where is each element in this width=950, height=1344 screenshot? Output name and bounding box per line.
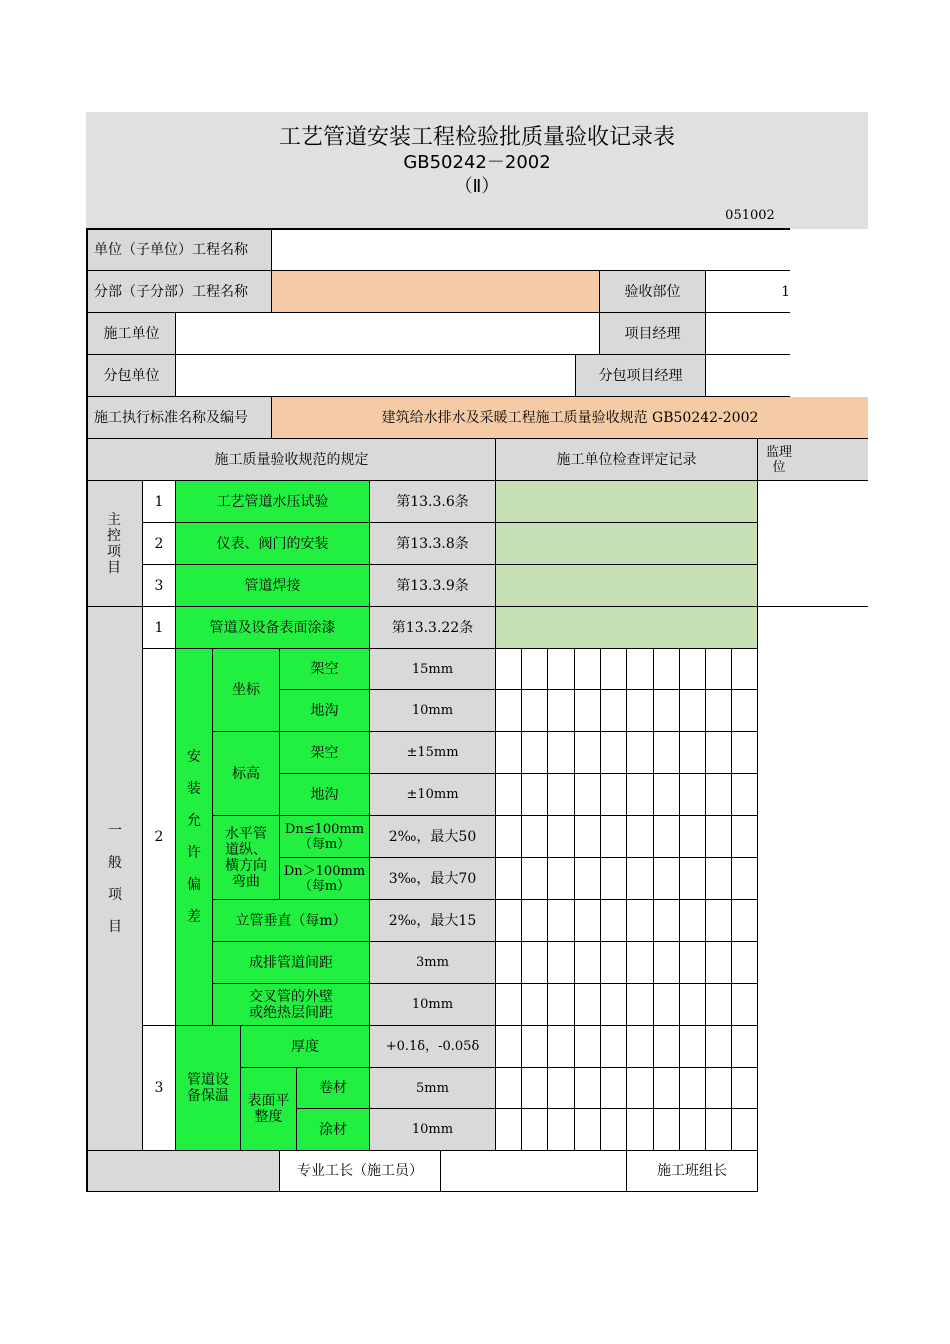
coord-overhead-label: 架空 (280, 649, 370, 690)
measure-cell[interactable] (654, 900, 680, 942)
measure-cell[interactable] (732, 732, 758, 774)
thickness-label: 厚度 (241, 1026, 370, 1068)
bend-label: 水平管 道纵、 横方向 弯曲 (213, 816, 280, 900)
measure-cell[interactable] (496, 942, 522, 984)
measure-cell[interactable] (601, 858, 627, 900)
foreman-label: 专业工长（施工员） (280, 1151, 441, 1192)
measure-cell[interactable] (706, 732, 732, 774)
main-supervisor-cell[interactable] (758, 481, 868, 607)
spacing-value: 3mm (370, 942, 496, 984)
measure-cell[interactable] (654, 774, 680, 816)
measure-cell[interactable] (496, 1068, 522, 1109)
measure-cell[interactable] (601, 1109, 627, 1151)
measure-cell[interactable] (706, 690, 732, 732)
unit-project-label: 单位（子单位）工程名称 (88, 230, 272, 271)
elevation-label: 标高 (213, 732, 280, 816)
measure-cell[interactable] (522, 1026, 548, 1068)
unit-project-value[interactable] (272, 230, 790, 271)
flatness-label: 表面平 整度 (241, 1068, 297, 1151)
general-item-2-no: 2 (143, 649, 176, 1026)
measure-cell[interactable] (601, 816, 627, 858)
coord-overhead-value: 15mm (370, 649, 496, 690)
main-control-label: 主 控 项 目 (88, 481, 143, 607)
sub-project-label: 分部（子分部）工程名称 (88, 271, 272, 313)
main-item-2-record[interactable] (496, 523, 758, 565)
standard-value: 建筑给水排水及采暖工程施工质量验收规范 GB50242-2002 (272, 397, 868, 439)
roll-value: 5mm (370, 1068, 496, 1109)
measure-cell[interactable] (496, 1026, 522, 1068)
measure-cell[interactable] (496, 900, 522, 942)
measure-cell[interactable] (522, 690, 548, 732)
measure-cell[interactable] (654, 1109, 680, 1151)
main-item-3-record[interactable] (496, 565, 758, 607)
measure-cell[interactable] (654, 690, 680, 732)
elev-overhead-value: ±15mm (370, 732, 496, 774)
measure-cell[interactable] (654, 1068, 680, 1109)
measure-cell[interactable] (601, 1026, 627, 1068)
measure-cell[interactable] (575, 1026, 601, 1068)
general-item-1-name: 管道及设备表面涂漆 (176, 607, 370, 649)
measure-cell[interactable] (627, 690, 654, 732)
coord-trench-label: 地沟 (280, 690, 370, 732)
measure-cell[interactable] (601, 774, 627, 816)
acceptance-part-label: 验收部位 (600, 271, 706, 313)
measure-cell[interactable] (575, 732, 601, 774)
coord-trench-value: 10mm (370, 690, 496, 732)
general-item-1-no: 1 (143, 607, 176, 649)
elev-trench-label: 地沟 (280, 774, 370, 816)
coat-label: 涂材 (297, 1109, 370, 1151)
measure-cell[interactable] (548, 1109, 575, 1151)
measure-cell[interactable] (627, 649, 654, 690)
measure-cell[interactable] (575, 1109, 601, 1151)
elev-overhead-label: 架空 (280, 732, 370, 774)
measure-cell[interactable] (706, 774, 732, 816)
measure-cell[interactable] (732, 900, 758, 942)
measure-cell[interactable] (627, 1068, 654, 1109)
measure-cell[interactable] (732, 1026, 758, 1068)
measure-cell[interactable] (548, 1026, 575, 1068)
measure-cell[interactable] (548, 1068, 575, 1109)
dn-small-value: 2‰，最大50 (370, 816, 496, 858)
measure-cell[interactable] (680, 1026, 706, 1068)
measure-cell[interactable] (575, 900, 601, 942)
measure-cell[interactable] (680, 1109, 706, 1151)
measure-cell[interactable] (680, 858, 706, 900)
measure-cell[interactable] (627, 900, 654, 942)
form-code: 051002 (725, 208, 775, 223)
measure-cell[interactable] (732, 649, 758, 690)
measure-cell[interactable] (522, 984, 548, 1026)
measure-cell[interactable] (680, 774, 706, 816)
measure-cell[interactable] (654, 1026, 680, 1068)
measure-cell[interactable] (601, 984, 627, 1026)
subcontractor-label: 分包单位 (88, 355, 176, 397)
measure-cell[interactable] (680, 732, 706, 774)
measure-cell[interactable] (575, 858, 601, 900)
measure-cell[interactable] (522, 900, 548, 942)
measure-cell[interactable] (601, 732, 627, 774)
measure-cell[interactable] (706, 1109, 732, 1151)
measure-cell[interactable] (496, 858, 522, 900)
measure-cell[interactable] (654, 732, 680, 774)
measure-cell[interactable] (522, 732, 548, 774)
supervisor-header: 监理 位 (758, 439, 868, 481)
dn-small-label: Dn≤100mm （每m） (280, 816, 370, 858)
footer-blank (88, 1151, 280, 1192)
coord-label: 坐标 (213, 649, 280, 732)
measure-cell[interactable] (732, 942, 758, 984)
measure-cell[interactable] (706, 816, 732, 858)
main-item-2-name: 仪表、阀门的安装 (176, 523, 370, 565)
sub-project-value[interactable] (272, 271, 600, 313)
project-manager-value[interactable] (706, 313, 790, 355)
measure-cell[interactable] (732, 1109, 758, 1151)
measure-cell[interactable] (680, 649, 706, 690)
measure-cell[interactable] (627, 774, 654, 816)
dn-large-value: 3‰，最大70 (370, 858, 496, 900)
measure-cell[interactable] (732, 816, 758, 858)
measure-cell[interactable] (522, 816, 548, 858)
measure-cell[interactable] (496, 774, 522, 816)
main-item-1-no: 1 (143, 481, 176, 523)
measure-cell[interactable] (732, 984, 758, 1026)
measure-cell[interactable] (575, 690, 601, 732)
dn-large-label: Dn＞100mm （每m） (280, 858, 370, 900)
main-item-3-clause: 第13.3.9条 (370, 565, 496, 607)
insulation-label: 管道设 备保温 (176, 1026, 241, 1151)
measure-cell[interactable] (627, 942, 654, 984)
measure-cell[interactable] (522, 774, 548, 816)
measure-cell[interactable] (706, 984, 732, 1026)
measure-cell[interactable] (706, 1026, 732, 1068)
measure-cell[interactable] (680, 900, 706, 942)
measure-cell[interactable] (601, 649, 627, 690)
spec-header: 施工质量验收规范的规定 (88, 439, 496, 481)
measure-cell[interactable] (732, 690, 758, 732)
acceptance-part-value[interactable]: 1 (706, 271, 790, 313)
measure-cell[interactable] (654, 816, 680, 858)
spacing-label: 成排管道间距 (213, 942, 370, 984)
measure-cell[interactable] (706, 900, 732, 942)
measure-cell[interactable] (627, 1109, 654, 1151)
measure-cell[interactable] (680, 1068, 706, 1109)
measure-cell[interactable] (601, 1068, 627, 1109)
measure-cell[interactable] (548, 900, 575, 942)
measure-cell[interactable] (680, 984, 706, 1026)
general-item-1-clause: 第13.3.22条 (370, 607, 496, 649)
sub-project-manager-value[interactable] (706, 355, 790, 397)
measure-cell[interactable] (627, 858, 654, 900)
form-title: 工艺管道安装工程检验批质量验收记录表 (278, 125, 675, 150)
measure-cell[interactable] (496, 649, 522, 690)
record-header: 施工单位检查评定记录 (496, 439, 758, 481)
measure-cell[interactable] (522, 858, 548, 900)
main-item-1-record[interactable] (496, 481, 758, 523)
main-item-3-name: 管道焊接 (176, 565, 370, 607)
general-supervisor-cell[interactable] (758, 607, 868, 1151)
contractor-label: 施工单位 (88, 313, 176, 355)
form-standard: GB50242－2002 (403, 152, 551, 173)
measure-cell[interactable] (575, 816, 601, 858)
install-deviation-label: 安 装 允 许 偏 差 (176, 649, 213, 1026)
subcontractor-value[interactable] (176, 355, 576, 397)
measure-cell[interactable] (548, 774, 575, 816)
measure-cell[interactable] (548, 732, 575, 774)
measure-cell[interactable] (548, 942, 575, 984)
general-item-1-record[interactable] (496, 607, 758, 649)
vertical-value: 2‰，最大15 (370, 900, 496, 942)
measure-cell[interactable] (732, 774, 758, 816)
standard-label: 施工执行标准名称及编号 (88, 397, 272, 439)
measure-cell[interactable] (548, 649, 575, 690)
coat-value: 10mm (370, 1109, 496, 1151)
measure-cell[interactable] (522, 649, 548, 690)
measure-cell[interactable] (706, 942, 732, 984)
thickness-value: +0.1δ，-0.05δ (370, 1026, 496, 1068)
general-label: 一 般 项 目 (88, 607, 143, 1151)
measure-cell[interactable] (575, 984, 601, 1026)
measure-cell[interactable] (548, 984, 575, 1026)
measure-cell[interactable] (732, 1068, 758, 1109)
measure-cell[interactable] (548, 690, 575, 732)
measure-cell[interactable] (601, 900, 627, 942)
roll-label: 卷材 (297, 1068, 370, 1109)
team-leader-value[interactable] (758, 1151, 790, 1192)
measure-cell[interactable] (627, 816, 654, 858)
project-manager-label: 项目经理 (600, 313, 706, 355)
measure-cell[interactable] (522, 1109, 548, 1151)
measure-cell[interactable] (548, 858, 575, 900)
measure-cell[interactable] (627, 1026, 654, 1068)
foreman-value[interactable] (441, 1151, 627, 1192)
cross-label: 交叉管的外壁 或绝热层间距 (213, 984, 370, 1026)
measure-cell[interactable] (601, 942, 627, 984)
measure-cell[interactable] (654, 649, 680, 690)
measure-cell[interactable] (654, 984, 680, 1026)
measure-cell[interactable] (496, 1109, 522, 1151)
measure-cell[interactable] (496, 690, 522, 732)
main-item-1-name: 工艺管道水压试验 (176, 481, 370, 523)
measure-cell[interactable] (680, 690, 706, 732)
form-part: （Ⅱ） (454, 176, 500, 197)
measure-cell[interactable] (522, 1068, 548, 1109)
measure-cell[interactable] (627, 984, 654, 1026)
measure-cell[interactable] (575, 942, 601, 984)
measure-cell[interactable] (680, 816, 706, 858)
measure-cell[interactable] (548, 816, 575, 858)
main-item-2-no: 2 (143, 523, 176, 565)
measure-cell[interactable] (732, 858, 758, 900)
measure-cell[interactable] (706, 858, 732, 900)
measure-cell[interactable] (575, 774, 601, 816)
vertical-label: 立管垂直（每m） (213, 900, 370, 942)
measure-cell[interactable] (496, 984, 522, 1026)
sub-project-manager-label: 分包项目经理 (576, 355, 706, 397)
measure-cell[interactable] (706, 1068, 732, 1109)
measure-cell[interactable] (627, 732, 654, 774)
measure-cell[interactable] (575, 649, 601, 690)
measure-cell[interactable] (522, 942, 548, 984)
measure-cell[interactable] (601, 690, 627, 732)
main-item-1-clause: 第13.3.6条 (370, 481, 496, 523)
measure-cell[interactable] (496, 816, 522, 858)
measure-cell[interactable] (654, 942, 680, 984)
elev-trench-value: ±10mm (370, 774, 496, 816)
main-item-3-no: 3 (143, 565, 176, 607)
general-item-3-no: 3 (143, 1026, 176, 1151)
team-leader-label: 施工班组长 (627, 1151, 758, 1192)
measure-cell[interactable] (706, 649, 732, 690)
measure-cell[interactable] (496, 732, 522, 774)
main-item-2-clause: 第13.3.8条 (370, 523, 496, 565)
measure-cell[interactable] (575, 1068, 601, 1109)
contractor-value[interactable] (176, 313, 600, 355)
measure-cell[interactable] (654, 858, 680, 900)
cross-value: 10mm (370, 984, 496, 1026)
measure-cell[interactable] (680, 942, 706, 984)
